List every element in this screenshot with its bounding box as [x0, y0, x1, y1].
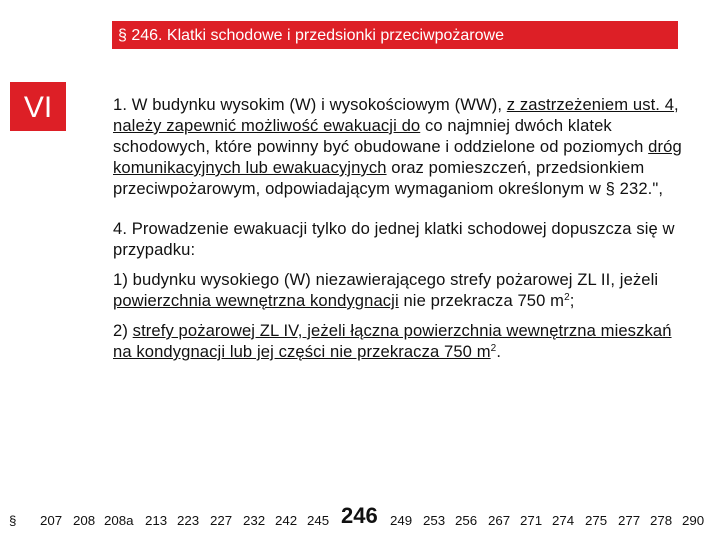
- p4-text-a: 2): [113, 321, 133, 340]
- nav-link-213[interactable]: 213: [145, 513, 168, 528]
- nav-link-267[interactable]: 267: [488, 513, 511, 528]
- paragraph-4: [113, 320, 693, 362]
- p4-superscript: 2: [490, 343, 497, 354]
- section-navigation: [0, 503, 720, 537]
- p1-text-b: ,: [674, 95, 679, 114]
- nav-link-277[interactable]: 277: [618, 513, 641, 528]
- p3-text-a: 1) budynku wysokiego (W) niezawierającego strefy pożarowej ZL II, jeżeli: [113, 270, 659, 289]
- nav-link-227[interactable]: 227: [210, 513, 233, 528]
- nav-link-275[interactable]: 275: [585, 513, 608, 528]
- nav-link-249[interactable]: 249: [390, 513, 413, 528]
- p3-text-c: ;: [569, 291, 575, 310]
- nav-link-223[interactable]: 223: [177, 513, 200, 528]
- p1-underlined-2: należy zapewnić możliwość ewakuacji do: [113, 116, 421, 135]
- p4-text-c: .: [496, 342, 502, 361]
- nav-current-246[interactable]: 246: [341, 503, 378, 528]
- nav-link-290[interactable]: 290: [682, 513, 705, 528]
- nav-link-208a[interactable]: 208a: [104, 513, 134, 528]
- nav-link-253[interactable]: 253: [423, 513, 446, 528]
- nav-link-256[interactable]: 256: [455, 513, 478, 528]
- p3-superscript: 2: [564, 292, 570, 303]
- section-title: § 246. Klatki schodowe i przedsionki przeciwpożarowe: [118, 27, 504, 44]
- chapter-badge-label: VI: [23, 91, 53, 124]
- nav-link-245[interactable]: 245: [307, 513, 330, 528]
- nav-link-271[interactable]: 271: [520, 513, 543, 528]
- p3-text-b: nie przekracza 750 m: [398, 291, 565, 310]
- nav-link-278[interactable]: 278: [650, 513, 673, 528]
- p1-underlined-1: z zastrzeżeniem ust. 4: [506, 95, 675, 114]
- nav-link-274[interactable]: 274: [552, 513, 575, 528]
- paragraph-2: 4. Prowadzenie ewakuacji tylko do jednej klatki schodowej dopuszcza się w przypadku:: [113, 219, 675, 259]
- nav-link-232[interactable]: 232: [243, 513, 266, 528]
- paragraph-1: [113, 94, 693, 199]
- section-sign: §: [9, 513, 17, 528]
- p1-text-d: oraz pomieszczeń, przedsionkiem przeciwpożarowym, odpowiadającym wymaganiom określonym w § 232.",: [113, 158, 664, 198]
- nav-link-242[interactable]: 242: [275, 513, 298, 528]
- nav-link-208[interactable]: 208: [73, 513, 96, 528]
- p4-underlined: strefy pożarowej ZL IV, jeżeli łączna powierzchnia wewnętrzna mieszkań na kondygnacji lub jej części nie przekracza 750 m: [113, 321, 672, 361]
- nav-link-207[interactable]: 207: [40, 513, 63, 528]
- p1-text-a: 1. W budynku wysokim (W) i wysokościowym (WW),: [113, 95, 507, 114]
- paragraph-3: [113, 269, 693, 311]
- p1-underlined-3: dróg komunikacyjnych lub ewakuacyjnych: [113, 137, 682, 177]
- regulation-text: [113, 94, 693, 362]
- p1-text-c: co najmniej dwóch klatek schodowych, które powinny być obudowane i oddzielone od poziomych: [113, 116, 649, 156]
- p3-underlined: powierzchnia wewnętrzna kondygnacji: [113, 291, 399, 310]
- section-title-bar: [112, 21, 678, 49]
- chapter-badge: [10, 82, 66, 131]
